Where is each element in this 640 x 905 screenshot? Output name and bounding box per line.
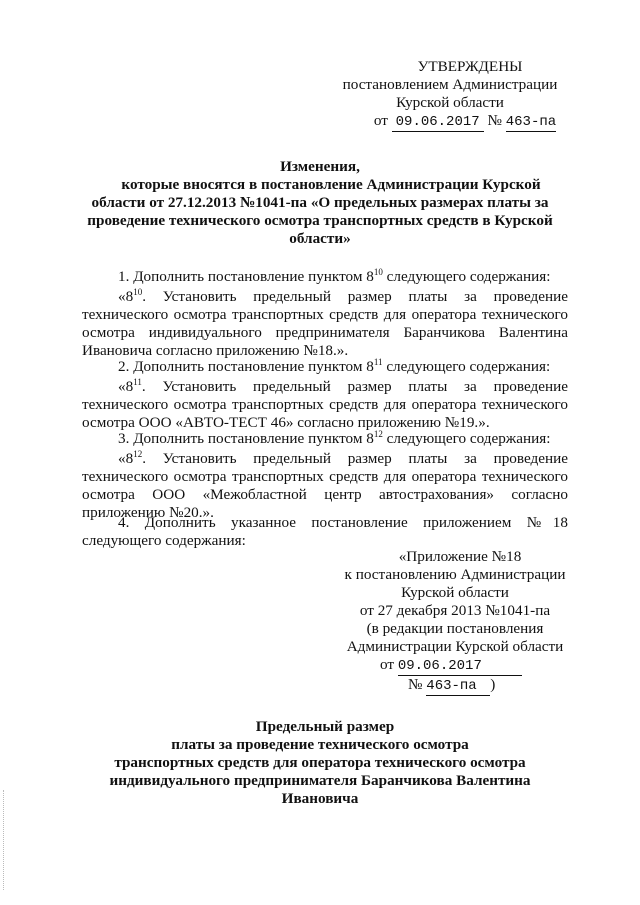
quote-1-line2: технического осмотра транспортных средств для оператора технического xyxy=(82,306,568,323)
quote-1-line3: осмотра индивидуального предпринимателя Баранчикова Валентина xyxy=(82,324,568,341)
approval-from: от xyxy=(373,112,388,129)
quote-3-line1: «$8^{12}$. Установить предельный размер платы за проведение xyxy=(118,449,568,467)
fee-title-line4: индивидуального предпринимателя Баранчикова Валентина xyxy=(109,772,531,789)
fee-title xyxy=(60,718,580,808)
approval-number: 463-па xyxy=(505,114,557,130)
approval-num-sign: № xyxy=(487,112,502,129)
appendix-line6: Администрации Курской области xyxy=(346,638,564,655)
appendix-number: 463-па xyxy=(426,677,490,696)
item-1: 1. Дополнить постановление пунктом $8^{10}$ следующего содержания: xyxy=(118,267,551,285)
quote-3-line2: технического осмотра транспортных средств для оператора технического xyxy=(82,468,568,485)
appendix-date-line: от 09.06.2017 xyxy=(330,656,580,676)
item-4-line2: следующего содержания: xyxy=(82,532,246,549)
scan-edge-mark xyxy=(3,790,5,890)
title-line3: области от 27.12.2013 №1041-па «О предельных размерах платы за xyxy=(91,194,549,211)
quote-2-line1: «$8^{11}$. Установить предельный размер платы за проведение xyxy=(118,377,568,395)
fee-title-line3: транспортных средств для оператора технического осмотра xyxy=(114,754,526,771)
fee-title-line2: платы за проведение технического осмотра xyxy=(171,736,469,753)
title-line2: которые вносятся в постановление Администрации Курской xyxy=(121,176,541,193)
appendix-line3: Курской области xyxy=(401,584,509,601)
quote-1-line4: Ивановича согласно приложению №18.». xyxy=(82,342,349,359)
appendix-number-line: № 463-па ) xyxy=(408,676,496,694)
quote-2 xyxy=(82,378,568,432)
quote-3-line4: приложению №20.». xyxy=(82,504,214,521)
quote-1 xyxy=(82,288,568,360)
fee-title-line5: Ивановича xyxy=(281,790,359,807)
item-3: 3. Дополнить постановление пунктом $8^{12}$ следующего содержания: xyxy=(118,429,551,447)
fee-title-line1: Предельный размер xyxy=(255,718,395,735)
approval-heading: УТВЕРЖДЕНЫ xyxy=(417,58,523,75)
title-line1: Изменения, xyxy=(280,158,360,175)
quote-1-line1: «$8^{10}$. Установить предельный размер платы за проведение xyxy=(118,287,568,305)
item-4 xyxy=(82,514,568,550)
appendix-line5: (в редакции постановления xyxy=(366,620,544,637)
appendix-date: 09.06.2017 xyxy=(398,657,522,676)
appendix-block xyxy=(330,548,580,696)
quote-2-line3: осмотра ООО «АВТО-ТЕСТ 46» согласно приложению №19.». xyxy=(82,414,490,431)
approval-date: 09.06.2017 xyxy=(392,113,484,132)
document-title xyxy=(60,158,580,248)
title-line5: области» xyxy=(289,230,351,247)
title-line4: проведение технического осмотра транспортных средств в Курской xyxy=(87,212,553,229)
item-2: 2. Дополнить постановление пунктом $8^{11}$ следующего содержания: xyxy=(118,357,551,375)
approval-line2: Курской области xyxy=(396,94,504,111)
quote-2-line2: технического осмотра транспортных средств для оператора технического xyxy=(82,396,568,413)
approval-block xyxy=(330,58,570,132)
appendix-line2: к постановлению Администрации xyxy=(344,566,566,583)
appendix-line4: от 27 декабря 2013 №1041-па xyxy=(359,602,551,619)
approval-line1: постановлением Администрации xyxy=(342,76,558,93)
approval-date-line xyxy=(360,112,570,132)
item-4-line1: 4. Дополнить указанное постановление приложением №18 xyxy=(118,514,568,531)
appendix-line1: «Приложение №18 xyxy=(398,548,522,565)
quote-3-line3: осмотра ООО «Межобластной центр автострахования» согласно xyxy=(82,486,568,503)
quote-3 xyxy=(82,450,568,522)
